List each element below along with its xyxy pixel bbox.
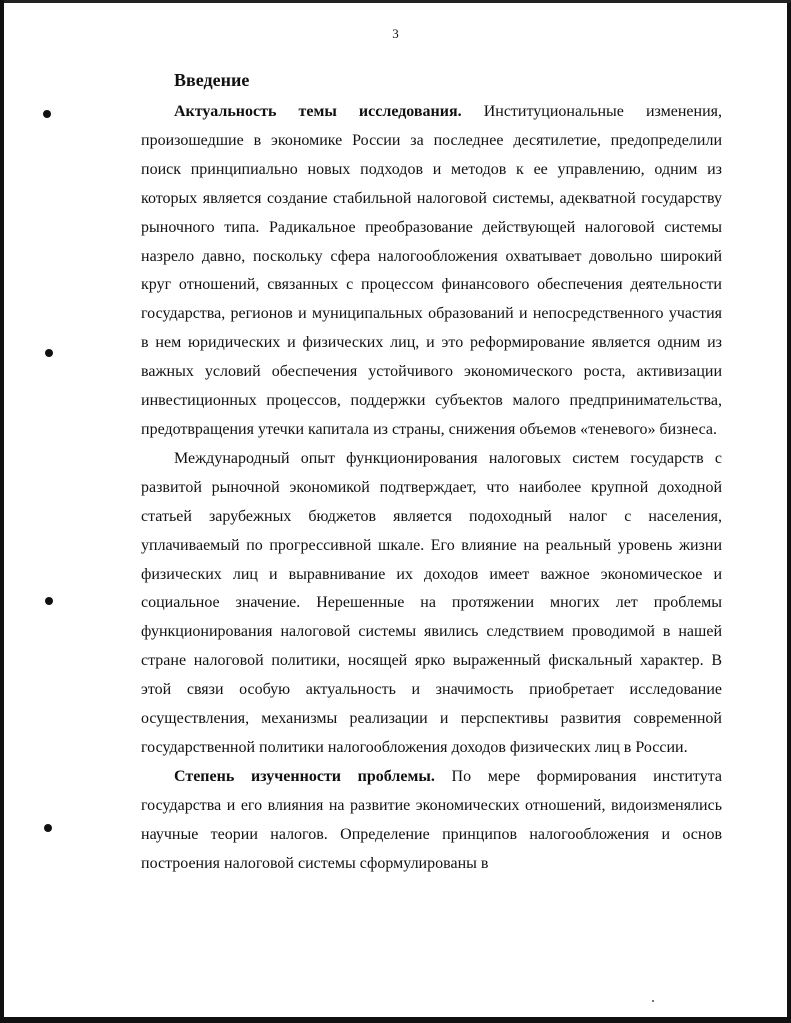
section-heading: Введение — [174, 70, 250, 90]
page-number: 3 — [392, 26, 399, 41]
paragraph-lead: Актуальность темы исследования. — [174, 103, 462, 120]
paragraph-body: По мере формирования института государства и его влияния на развитие экономических отношений, видоизменялись научные теории налогов. Определение принципов налогообложения и основ построения налоговой системы сформулированы в — [141, 767, 722, 872]
paragraph-relevance — [141, 98, 722, 445]
binding-hole-mark — [45, 349, 53, 357]
paragraph-lead: Степень изученности проблемы. — [174, 767, 435, 785]
binding-hole-mark — [45, 597, 53, 605]
paragraph-study-degree — [141, 763, 722, 879]
paragraph-international — [141, 445, 722, 763]
scan-speck — [652, 1000, 654, 1002]
paragraph-body: Международный опыт функционирования налоговых систем государств с развитой рыночной экономикой подтверждает, что наиболее крупной доходной статьей зарубежных бюджетов является подоходный налог с населения, уплачиваемый по прогрессивной шкале. Его влияние на реальный уровень жизни физических лиц и выравнивание их доходов имеет важное экономическое и социальное значение. Нерешенные на протяжении многих лет проблемы функционирования налоговой системы явились следствием проводимой в нашей стране налоговой политики, носящей ярко выраженный фискальный характер. В этой связи особую актуальность и значимость приобретает исследование осуществления, механизмы реализации и перспективы развития современной государственной политики налогообложения доходов физических лиц в России. — [141, 449, 722, 756]
page-top-edge — [4, 0, 791, 3]
paragraph-body: Институциональные изменения, произошедшие в экономике России за последнее десятилетие, предопределили поиск принципиально новых подходов и методов к ее управлению, одним из которых является создание стабильной налоговой системы, адекватной государству рыночного типа. Радикальное преобразование действующей налоговой системы назрело давно, поскольку сфера налогообложения охватывает довольно широкий круг отношений, связанных с процессом финансового обеспечения деятельности государства, регионов и муниципальных образований и непосредственного участия в нем юридических и физических лиц, и это реформирование является одним из важных условий обеспечения устойчивого экономического роста, активизации инвестиционных процессов, поддержки субъектов малого предпринимательства, предотвращения утечки капитала из страны, снижения объемов «теневого» бизнеса. — [141, 103, 722, 438]
binding-hole-mark — [44, 824, 52, 832]
body-text — [141, 98, 722, 878]
binding-hole-mark — [43, 110, 51, 118]
